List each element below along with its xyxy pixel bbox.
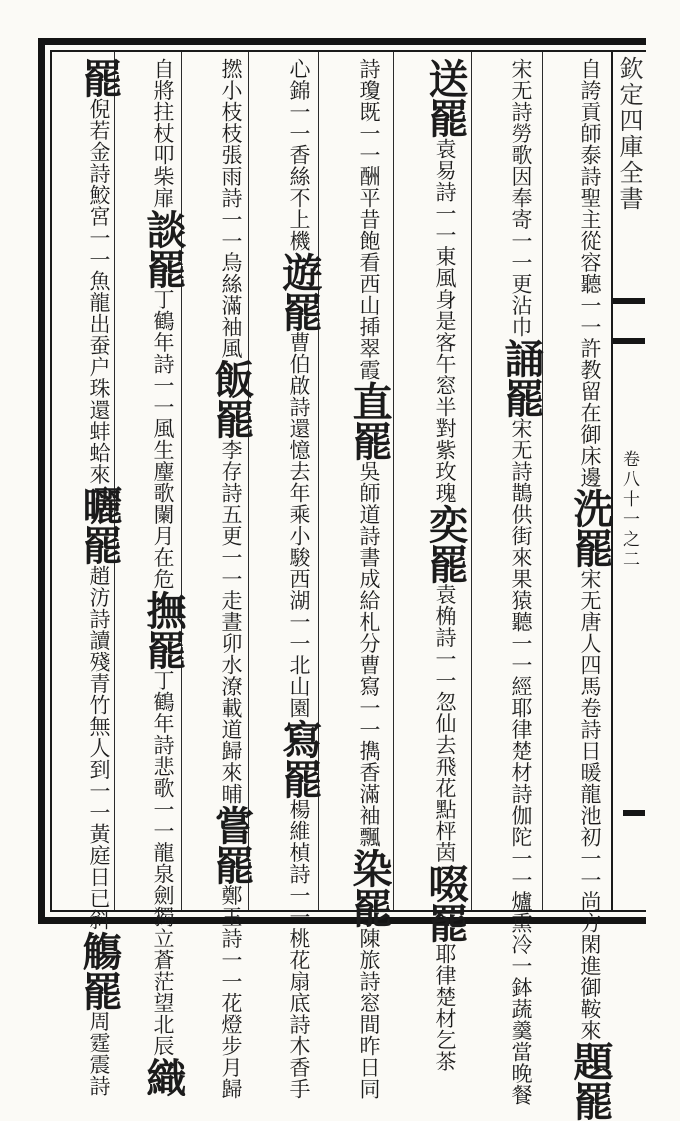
headword: 曬罷	[76, 485, 123, 565]
column-text: 寄一一更沾巾	[509, 208, 533, 338]
text-column-6	[188, 58, 255, 1100]
headword: 織	[140, 1056, 187, 1097]
text-column-8	[56, 58, 123, 1097]
column-text: 倪若金詩鮫宮一一魚龍出蚕户珠還蚌蛤來	[87, 98, 111, 485]
headword: 洗罷	[567, 488, 614, 568]
headword: 奕罷	[422, 503, 469, 584]
headword: 誦罷	[498, 337, 545, 418]
headword: 寫罷	[276, 718, 323, 799]
column-text: 宋无詩鵲供街來果猿聽一一經耶律楚材詩伽陀一一爐熏冷一鉢蔬羹當晚餐	[509, 417, 533, 1106]
column-text: 自將拄杖	[151, 58, 175, 144]
column-text: 叩柴扉	[151, 144, 175, 209]
headword: 遊罷	[276, 251, 323, 332]
column-divider	[248, 52, 249, 910]
headword: 嘗罷	[208, 804, 255, 885]
column-divider	[471, 52, 472, 910]
column-text: 飽看西山揷翠霞	[357, 230, 381, 381]
headword: 題罷	[567, 1041, 614, 1121]
column-text: 耶律楚材乞茶	[433, 943, 457, 1072]
column-text: 丁鶴年詩悲歌一一龍泉劍獨立蒼茫望北辰	[151, 669, 175, 1057]
text-area	[52, 52, 614, 1121]
column-text: 周霆震詩	[87, 1010, 111, 1097]
text-column-3	[402, 58, 469, 1072]
column-text: 詩瓊既一一酬平昔	[357, 58, 381, 230]
headword: 飯罷	[208, 359, 255, 439]
column-text: 撚小枝枝張雨詩	[219, 58, 243, 209]
column-text: 聽一一許教留在御床邊	[578, 273, 602, 488]
text-column-2	[478, 58, 545, 1106]
margin-title: 欽定四庫全書	[615, 56, 643, 212]
text-column-7	[120, 58, 187, 1097]
column-divider	[114, 52, 115, 910]
column-text: 宋无詩勞歌因奉	[509, 58, 533, 209]
column-text: 袁桷詩一一忽仙去飛花點枰茵	[433, 583, 457, 863]
column-text: 絲不上機	[287, 165, 311, 252]
column-text: 曹伯啟詩還憶去年乘小駿西湖一一北山園	[287, 331, 311, 719]
headword: 直罷	[346, 380, 393, 461]
headword: 啜罷	[422, 863, 469, 943]
column-text: 一一烏絲滿袖風	[219, 208, 243, 359]
column-divider	[393, 52, 394, 910]
headword: 罷	[76, 58, 123, 98]
column-text: 宋无唐人四馬卷詩日暖龍池初一一尚方閑進御鞍來	[578, 568, 602, 1041]
headword: 染罷	[346, 847, 393, 928]
column-divider	[542, 52, 543, 910]
headword: 談罷	[140, 208, 187, 289]
column-text: 丁鶴年詩一一風生麈歌闌月在危	[151, 288, 175, 590]
column-text: 李存詩五更一一走晝卯水潦載道歸來晡	[219, 439, 243, 805]
column-text: 心錦一一香	[287, 58, 311, 166]
headword: 撫罷	[140, 589, 187, 670]
column-text: 吳師道詩書成給札分曹寫一一擕香滿袖飄	[357, 460, 381, 848]
headword: 送罷	[422, 58, 469, 138]
juan-label: 卷八十一之二	[619, 450, 639, 570]
column-text: 陳旅詩窓間昨日同	[357, 927, 381, 1100]
headword: 觴罷	[76, 930, 123, 1011]
column-text: 楊維楨詩一一桃花扇底詩木香手	[287, 798, 311, 1100]
fish-tail-mark	[613, 298, 645, 344]
column-divider	[181, 52, 182, 910]
column-text: 趙汸詩讀殘青竹無人到一一黃庭日已斜	[87, 565, 111, 931]
column-text: 自誇貢師泰詩聖主從容	[578, 58, 602, 273]
margin-tick-mark	[623, 810, 645, 816]
margin-column	[611, 50, 645, 912]
text-column-1	[547, 58, 614, 1121]
text-column-5	[256, 58, 323, 1100]
text-column-4	[326, 58, 393, 1100]
column-text: 袁易詩一一東風身是客午窓半對紫玫瑰	[433, 138, 457, 504]
column-text: 鄭玉詩一一花燈步月歸	[219, 884, 243, 1100]
